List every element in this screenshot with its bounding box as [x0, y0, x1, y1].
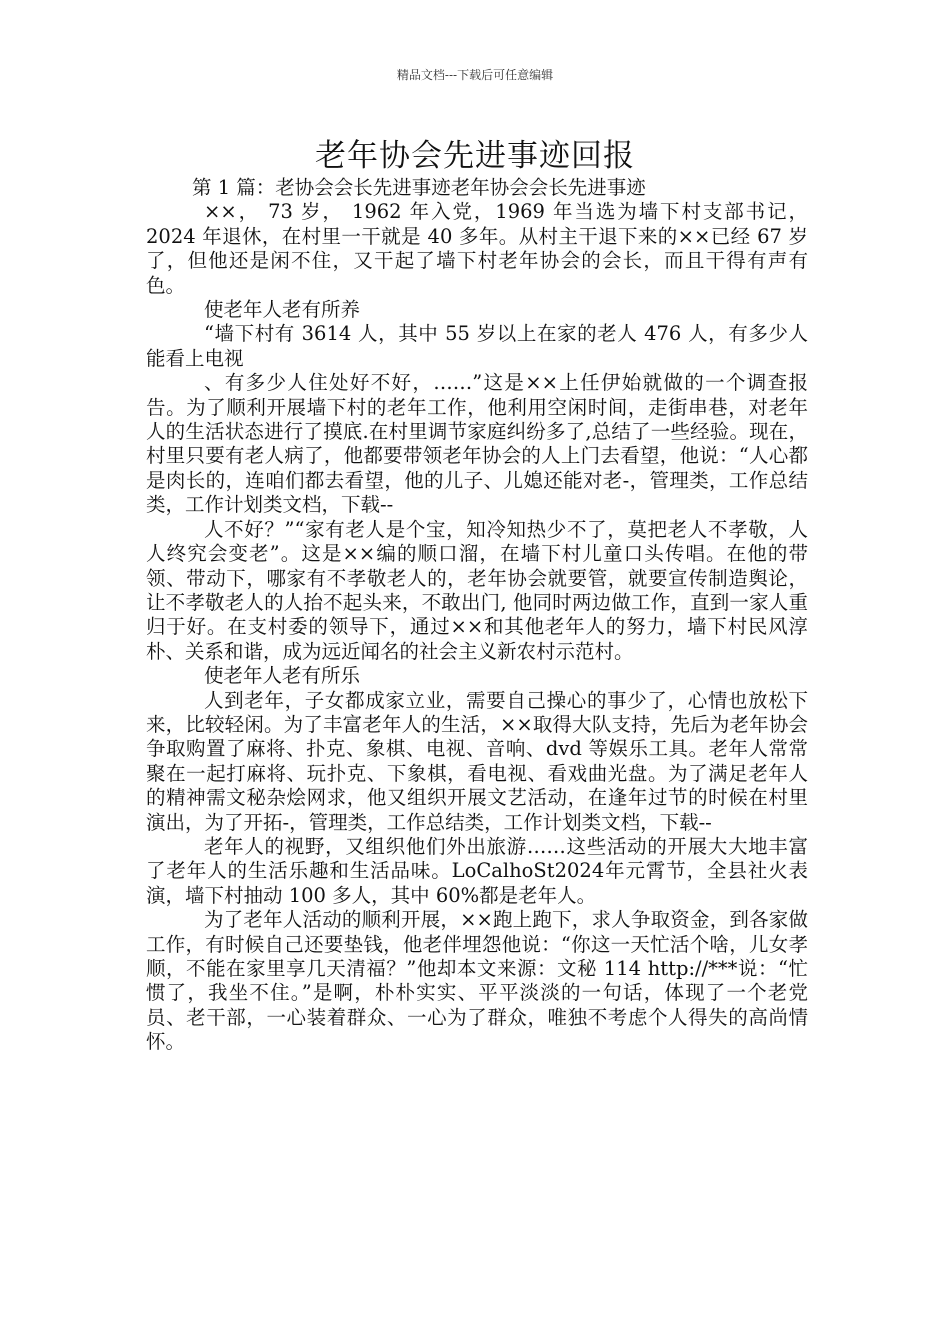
paragraph-entertainment: 人到老年，子女都成家立业，需要自己操心的事少了，心情也放松下来，比较轻闲。为了丰富老年人的生活，××取得大队支持，先后为老年协会争取购置了麻将、扑克、象棋、电视、音响、dvd 等娱乐工具。老年人常常聚在一起打麻将、玩扑克、下象棋，看电视、看戏曲光盘。为了满足老年人的精神需文秘杂烩网求，他又组织开展文艺活动，在逢年过节的时候在村里演出，为了开拓-，管理类，工作总结类，工作计划类文档，下载-- — [146, 688, 808, 834]
paragraph-survey-question: “墙下村有 3614 人，其中 55 岁以上在家的老人 476 人，有多少人能看上电视 — [146, 322, 808, 370]
paragraph-survey-report: 、有多少人住处好不好，……”这是××上任伊始就做的一个调查报告。为了顺利开展墙下村的老年工作，他利用空闲时间，走街串巷，对老年人的生活状态进行了摸底.在村里调节家庭纠纷多了,总结了一些经验。现在，村里只要有老人病了，他都要带领老年协会的人上门去看望，他说：“人心都是肉长的，连咱们都去看望，他的儿子、儿媳还能对老-，管理类，工作总结类，工作计划类文档，下载-- — [146, 371, 808, 517]
page-header-note: 精品文档---下载后可任意编辑 — [396, 68, 554, 82]
paragraph-filial-piety: 人不好？”“家有老人是个宝，知冷知热少不了，莫把老人不孝敬，人人终究会变老”。这是××编的顺口溜，在墙下村儿童口头传唱。在他的带领、带动下，哪家有不孝敬老人的，老年协会就要管，就要宣传制造舆论，让不孝敬老人的人抬不起头来，不敢出门, 他同时两边做工作，直到一家人重归于好。在支村委的领导下，通过××和其他老年人的努力，墙下村民风淳朴、关系和谐，成为远近闻名的社会主义新农村示范村。 — [146, 517, 808, 663]
paragraph-intro: ××， 73 岁， 1962 年入党，1969 年当选为墙下村支部书记， 2024 年退休，在村里一干就是 40 多年。从村主干退下来的××已经 67 岁了，但他还是闲不住，又干起了墙下村老年协会的会长，而且干得有声有色。 — [146, 200, 808, 297]
paragraph-dedication: 为了老年人活动的顺利开展，××跑上跑下，求人争取资金，到各家做工作，有时候自己还要垫钱，他老伴埋怨他说：“你这一天忙活个啥，儿女孝顺，不能在家里享几天清福？”他却本文来源：文秘 114 http://***说：“忙惯了，我坐不住。”是啊，朴朴实实、平平淡淡的一句话，体现了一个老党员、老干部，一心装着群众、一心为了群众，唯独不考虑个人得失的高尚情怀。 — [146, 908, 808, 1054]
paragraph-travel: 老年人的视野，又组织他们外出旅游……这些活动的开展大大地丰富了老年人的生活乐趣和生活品味。LoCalhoSt2024年元霄节，全县社火表演，墙下村抽动 100 多人，其中 60%都是老年人。 — [146, 834, 808, 907]
section-heading-care: 使老年人老有所养 — [204, 298, 361, 322]
article-subtitle: 第 1 篇：老协会会长先进事迹老年协会会长先进事迹 — [192, 176, 646, 199]
document-body — [146, 176, 808, 1055]
section-heading-joy: 使老年人老有所乐 — [204, 664, 361, 688]
document-title: 老年协会先进事迹回报 — [315, 138, 635, 174]
